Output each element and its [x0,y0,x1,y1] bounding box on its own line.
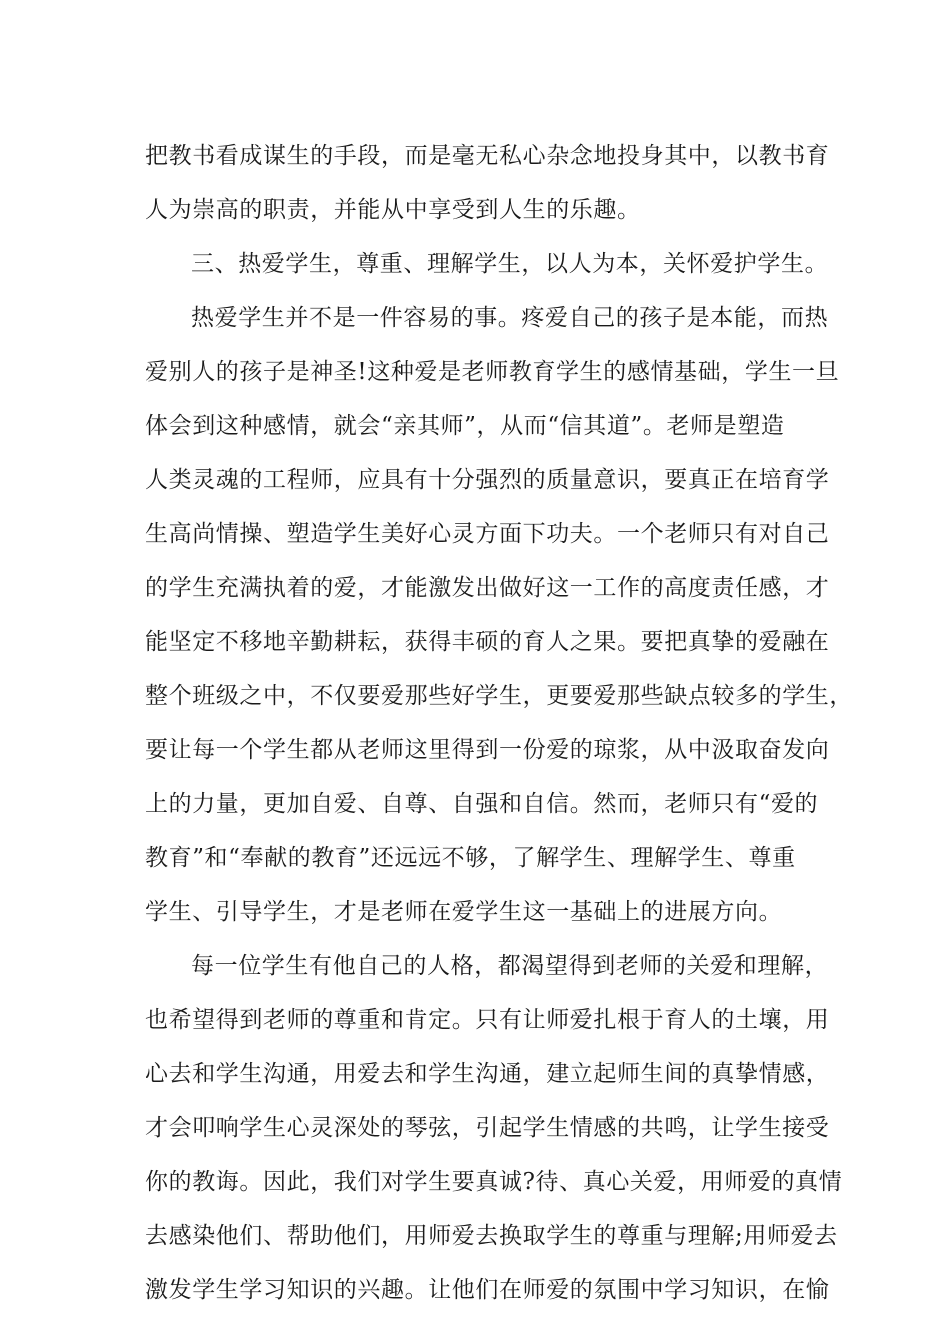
text-line: 上的力量，更加自爱、自尊、自强和自信。然而，老师只有“爱的 [145,791,819,817]
text-line: 人类灵魂的工程师，应具有十分强烈的质量意识，要真正在培育学 [145,467,830,493]
section-heading: 三、热爱学生，尊重、理解学生，以人为本，关怀爱护学生。 [191,251,829,277]
document-body [145,129,853,1317]
text-line: 每一位学生有他自己的人格，都渴望得到老师的关爱和理解， [191,953,829,979]
text-line: 体会到这种感情，就会“亲其师”，从而“信其道”。老师是塑造 [145,413,785,439]
text-line: 热爱学生并不是一件容易的事。疼爱自己的孩子是本能，而热 [191,305,829,331]
text-line: 激发学生学习知识的兴趣。让他们在师爱的氛围中学习知识，在愉 [145,1277,830,1303]
text-line: 人为崇高的职责，并能从中享受到人生的乐趣。 [145,197,641,223]
text-line: 的学生充满执着的爱，才能激发出做好这一工作的高度责任感，才 [145,575,830,601]
text-line: 教育”和“奉献的教育”还远远不够，了解学生、理解学生、尊重 [145,845,796,871]
text-line: 你的教诲。因此，我们对学生要真诚?待、真心关爱，用师爱的真情 [145,1169,843,1195]
text-line: 要让每一个学生都从老师这里得到一份爱的琼浆，从中汲取奋发向 [145,737,830,763]
text-line: 生高尚情操、塑造学生美好心灵方面下功夫。一个老师只有对自己 [145,521,830,547]
text-line: 把教书看成谋生的手段，而是毫无私心杂念地投身其中，以教书育 [145,143,830,169]
text-line: 也希望得到老师的尊重和肯定。只有让师爱扎根于育人的土壤，用 [145,1007,830,1033]
text-line: 整个班级之中，不仅要爱那些好学生，更要爱那些缺点较多的学生， [145,683,853,709]
text-line: 爱别人的孩子是神圣!这种爱是老师教育学生的感情基础，学生一旦 [145,359,840,385]
text-line: 才会叩响学生心灵深处的琴弦，引起学生情感的共鸣，让学生接受 [145,1115,830,1141]
text-line: 去感染他们、帮助他们，用师爱去换取学生的尊重与理解;用师爱去 [145,1223,838,1249]
text-line: 能坚定不移地辛勤耕耘，获得丰硕的育人之果。要把真挚的爱融在 [145,629,830,655]
text-line: 心去和学生沟通，用爱去和学生沟通，建立起师生间的真挚情感， [145,1061,830,1087]
text-line: 学生、引导学生，才是老师在爱学生这一基础上的进展方向。 [145,899,783,925]
